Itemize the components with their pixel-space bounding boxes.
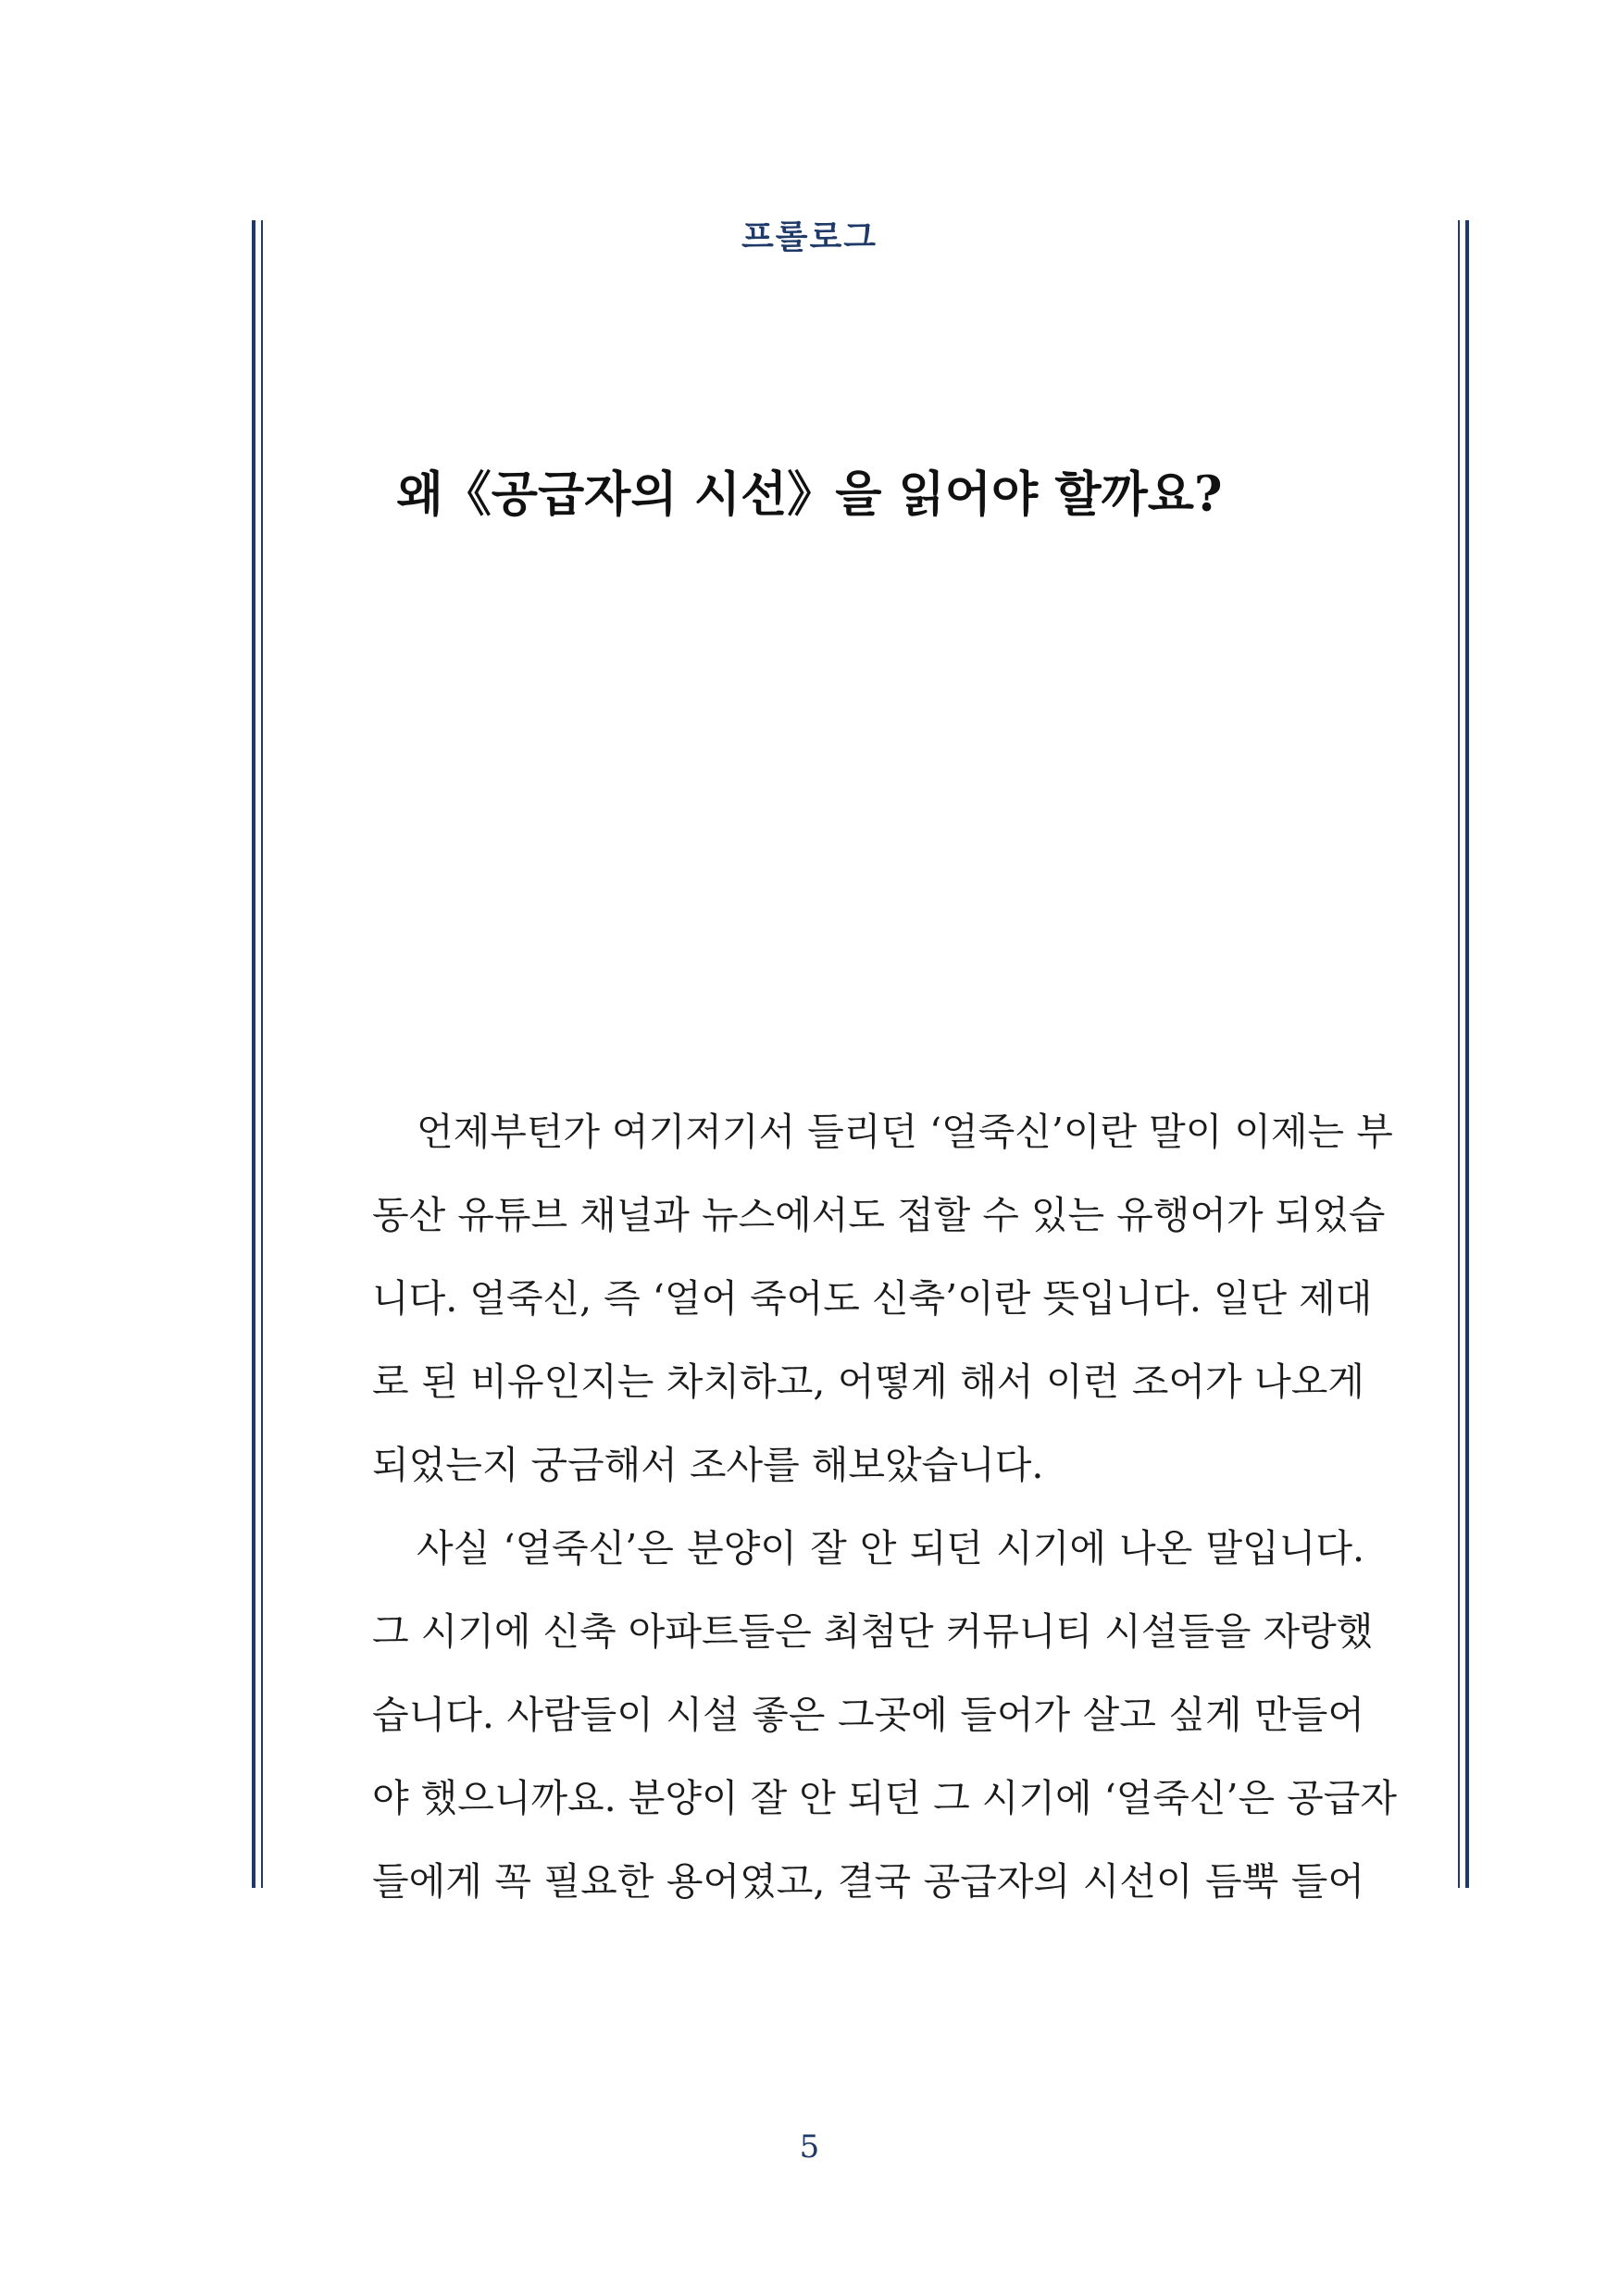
text-line: 습니다. 사람들이 시설 좋은 그곳에 들어가 살고 싶게 만들어 xyxy=(372,1693,1364,1737)
text-line: 야 했으니까요. 분양이 잘 안 되던 그 시기에 ‘얼죽신’은 공급자 xyxy=(372,1776,1397,1820)
chapter-title: 왜《공급자의 시선》을 읽어야 할까요? xyxy=(396,466,1223,523)
text-line: 들에게 꼭 필요한 용어였고, 결국 공급자의 시선이 듬뿍 들어 xyxy=(372,1859,1364,1904)
paragraph-2 xyxy=(372,1507,1397,1923)
text-line: 되었는지 궁금해서 조사를 해보았습니다. xyxy=(372,1443,1044,1487)
text-line: 언제부턴가 여기저기서 들리던 ‘얼죽신’이란 말이 이제는 부 xyxy=(417,1110,1393,1154)
page-number: 5 xyxy=(799,2128,820,2166)
text-line: 그 시기에 신축 아파트들은 최첨단 커뮤니티 시설들을 자랑했 xyxy=(372,1609,1374,1654)
section-label: 프롤로그 xyxy=(741,218,878,256)
text-line: 사실 ‘얼죽신’은 분양이 잘 안 되던 시기에 나온 말입니다. xyxy=(417,1526,1364,1570)
paragraph-1 xyxy=(372,1090,1393,1507)
text-line: 니다. 얼죽신, 즉 ‘얼어 죽어도 신축’이란 뜻입니다. 일단 제대 xyxy=(372,1276,1373,1321)
body-text xyxy=(372,1090,1397,1923)
text-line: 로 된 비유인지는 차치하고, 어떻게 해서 이런 조어가 나오게 xyxy=(372,1359,1364,1404)
text-line: 동산 유튜브 채널과 뉴스에서도 접할 수 있는 유행어가 되었습 xyxy=(372,1193,1386,1237)
